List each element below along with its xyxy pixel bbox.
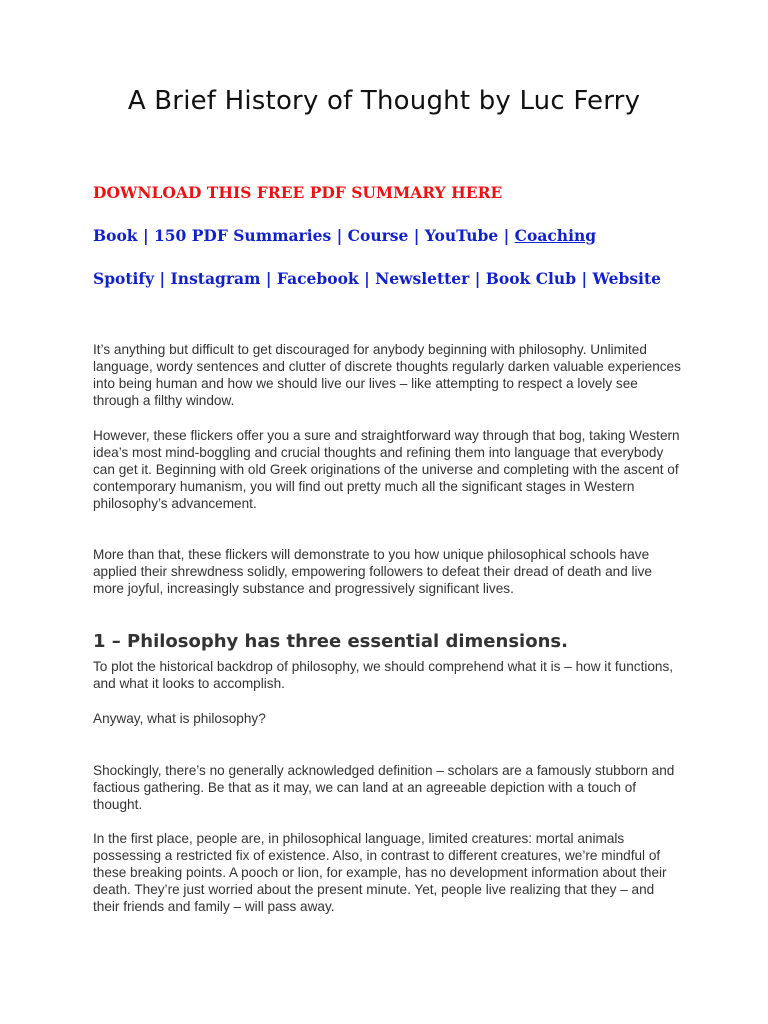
link-separator: | xyxy=(474,269,481,288)
section-paragraph-3: Shockingly, there’s no generally acknowledged definition – scholars are a famously stubborn and factious gathering. Be that as it may, we can land at an agreeable depiction with a touch of thought. xyxy=(93,763,675,812)
spotify-link[interactable]: Spotify xyxy=(93,269,155,288)
links-row-1 xyxy=(93,226,596,245)
section-heading: 1 – Philosophy has three essential dimensions. xyxy=(93,631,568,652)
link-separator: | xyxy=(413,226,420,245)
intro-paragraph-2: However, these flickers offer you a sure and straightforward way through that bog, taking Western idea’s most mind-boggling and crucial thoughts and refining them into language that everybody can get it. Beginning with old Greek originations of the universe and completing with the ascent of contemporary humanism, you will find out pretty much all the significant stages in Western philosophy’s advancement. xyxy=(93,428,680,511)
book-club-link[interactable]: Book Club xyxy=(485,269,577,288)
course-link[interactable]: Course xyxy=(347,226,409,245)
intro-paragraph-1: It’s anything but difficult to get discouraged for anybody beginning with philosophy. Unlimited language, wordy sentences and clutter of discrete thoughts regularly darken valuable experiences into being human and how we should live our lives – like attempting to respect a lovely see through a filthy window. xyxy=(93,342,681,408)
book-link[interactable]: Book xyxy=(93,226,138,245)
section-paragraph-4: In the first place, people are, in philosophical language, limited creatures: mortal animals possessing a restricted fix of existence. Also, in contrast to different creatures, we’re mindful of these breaking points. A pooch or lion, for example, has no development information about their death. They’re just worried about the present minute. Yet, people live realizing that they – and their friends and family – will pass away. xyxy=(93,831,667,914)
download-line xyxy=(93,183,502,202)
website-link[interactable]: Website xyxy=(592,269,661,288)
section-paragraph-1: To plot the historical backdrop of philosophy, we should comprehend what it is – how it functions, and what it looks to accomplish. xyxy=(93,659,674,691)
intro-paragraph-3: More than that, these flickers will demonstrate to you how unique philosophical schools have applied their shrewdness solidly, empowering followers to defeat their dread of death and live more joyful, increasingly substance and progressively significant lives. xyxy=(93,547,652,596)
links-row-2 xyxy=(93,269,661,288)
download-pdf-link[interactable]: DOWNLOAD THIS FREE PDF SUMMARY HERE xyxy=(93,183,503,202)
link-separator: | xyxy=(336,226,343,245)
section-paragraph-2: Anyway, what is philosophy? xyxy=(93,711,266,726)
link-separator: | xyxy=(364,269,370,288)
link-separator: | xyxy=(581,269,588,288)
facebook-link[interactable]: Facebook xyxy=(276,269,359,288)
link-separator: | xyxy=(159,269,166,288)
coaching-link[interactable]: Coaching xyxy=(514,226,597,245)
instagram-link[interactable]: Instagram xyxy=(170,269,261,288)
page-title: A Brief History of Thought by Luc Ferry xyxy=(127,86,641,116)
link-separator: | xyxy=(265,269,272,288)
pdf-summaries-link[interactable]: 150 PDF Summaries xyxy=(153,226,332,245)
youtube-link[interactable]: YouTube xyxy=(424,226,499,245)
link-separator: | xyxy=(503,226,510,245)
link-separator: | xyxy=(142,226,149,245)
newsletter-link[interactable]: Newsletter xyxy=(375,269,470,288)
